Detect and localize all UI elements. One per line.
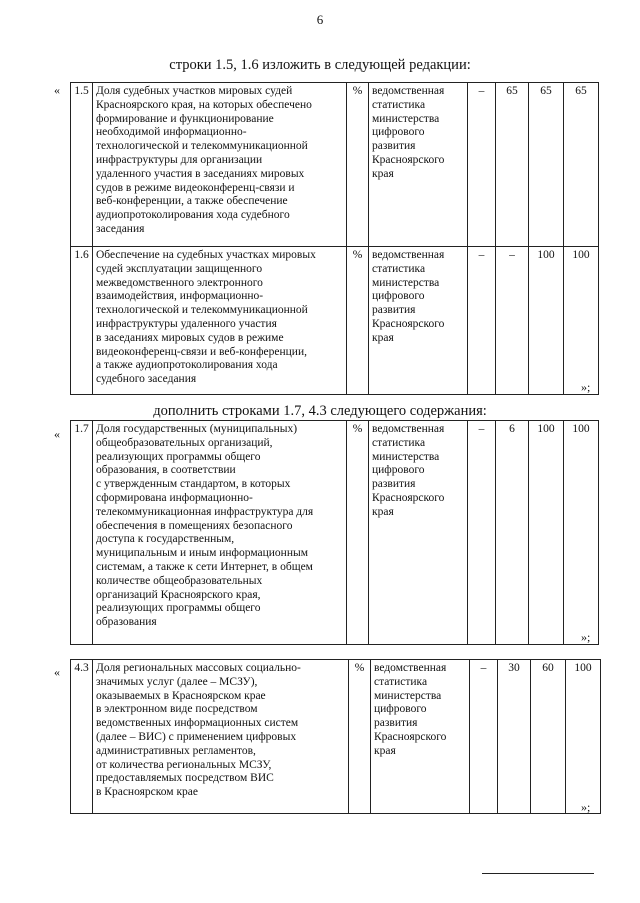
source-cell: ведомственная статистика министерства цифрового развития Красноярского края [369, 247, 468, 395]
quote-open-2: « [54, 427, 60, 441]
row-number: 1.7 [71, 421, 93, 645]
row-number: 4.3 [71, 660, 93, 814]
value-cell-4: 100 [566, 660, 601, 814]
table-row-1-7 [70, 420, 599, 645]
page-number: 6 [316, 12, 324, 27]
value-cell-3: 65 [529, 83, 564, 247]
row-number: 1.6 [71, 247, 93, 395]
value-cell-1: – [468, 421, 496, 645]
quote-close-1: »; [581, 380, 591, 394]
unit-cell: % [347, 421, 369, 645]
table-row-4-3 [70, 659, 601, 814]
indicator-description: Доля государственных (муниципальных) общеобразовательных организаций, реализующих программы общего образования, в соответствии с утвержденным стандартом, в которых сформирована информационно- телекоммуникационная инфраструктура для обеспечения в помещениях безопасного доступа к государственным, муниципальным и иным информационным системам, а также к сети Интернет, в общем количестве общеобразовательных организаций Красноярского края, реализующих программы общего образования [93, 421, 347, 645]
table-row [71, 660, 601, 814]
value-cell-1: – [468, 83, 496, 247]
quote-close-3: »; [581, 800, 591, 814]
value-cell-1: – [468, 247, 496, 395]
source-cell: ведомственная статистика министерства цифрового развития Красноярского края [371, 660, 470, 814]
value-cell-2: 6 [496, 421, 529, 645]
value-cell-4: 65 [564, 83, 599, 247]
value-cell-1: – [470, 660, 498, 814]
value-cell-3: 100 [529, 421, 564, 645]
value-cell-4: 100 [564, 247, 599, 395]
unit-cell: % [349, 660, 371, 814]
intro-text-1: строки 1.5, 1.6 изложить в следующей редакции: [169, 57, 471, 73]
value-cell-2: – [496, 247, 529, 395]
quote-open-1: « [54, 83, 60, 97]
quote-open-3: « [54, 665, 60, 679]
value-cell-4: 100 [564, 421, 599, 645]
table-rows-1-5-1-6 [70, 82, 599, 395]
source-cell: ведомственная статистика министерства цифрового развития Красноярского края [369, 83, 468, 247]
footer-divider [482, 873, 594, 874]
indicator-description: Обеспечение на судебных участках мировых судей эксплуатации защищенного межведомственного электронного взаимодействия, информационно- технологической и телекоммуникационной инфраструктуры удаленного участия в заседаниях мировых судов в режиме видеоконференц-связи и веб-конференции, а также аудиопротоколирования хода судебного заседания [93, 247, 347, 395]
table-row [71, 247, 599, 395]
intro-text-2: дополнить строками 1.7, 4.3 следующего содержания: [153, 403, 487, 419]
unit-cell: % [347, 247, 369, 395]
quote-close-2: »; [581, 630, 591, 644]
row-number: 1.5 [71, 83, 93, 247]
table-row [71, 421, 599, 645]
unit-cell: % [347, 83, 369, 247]
table-row [71, 83, 599, 247]
indicator-description: Доля региональных массовых социально- значимых услуг (далее – МСЗУ), оказываемых в Красноярском крае в электронном виде посредством ведомственных информационных систем (далее – ВИС) с применением цифровых административных регламентов, от количества региональных МСЗУ, предоставляемых посредством ВИС в Красноярском крае [93, 660, 349, 814]
value-cell-3: 100 [529, 247, 564, 395]
value-cell-2: 65 [496, 83, 529, 247]
value-cell-3: 60 [531, 660, 566, 814]
value-cell-2: 30 [498, 660, 531, 814]
source-cell: ведомственная статистика министерства цифрового развития Красноярского края [369, 421, 468, 645]
indicator-description: Доля судебных участков мировых судей Красноярского края, на которых обеспечено формирование и функционирование необходимой информационно- технологической и телекоммуникационной инфраструктуры для организации удаленного участия в заседаниях мировых судов в режиме видеоконференц-связи и веб-конференции, а также обеспечение аудиопротоколирования хода судебного заседания [93, 83, 347, 247]
